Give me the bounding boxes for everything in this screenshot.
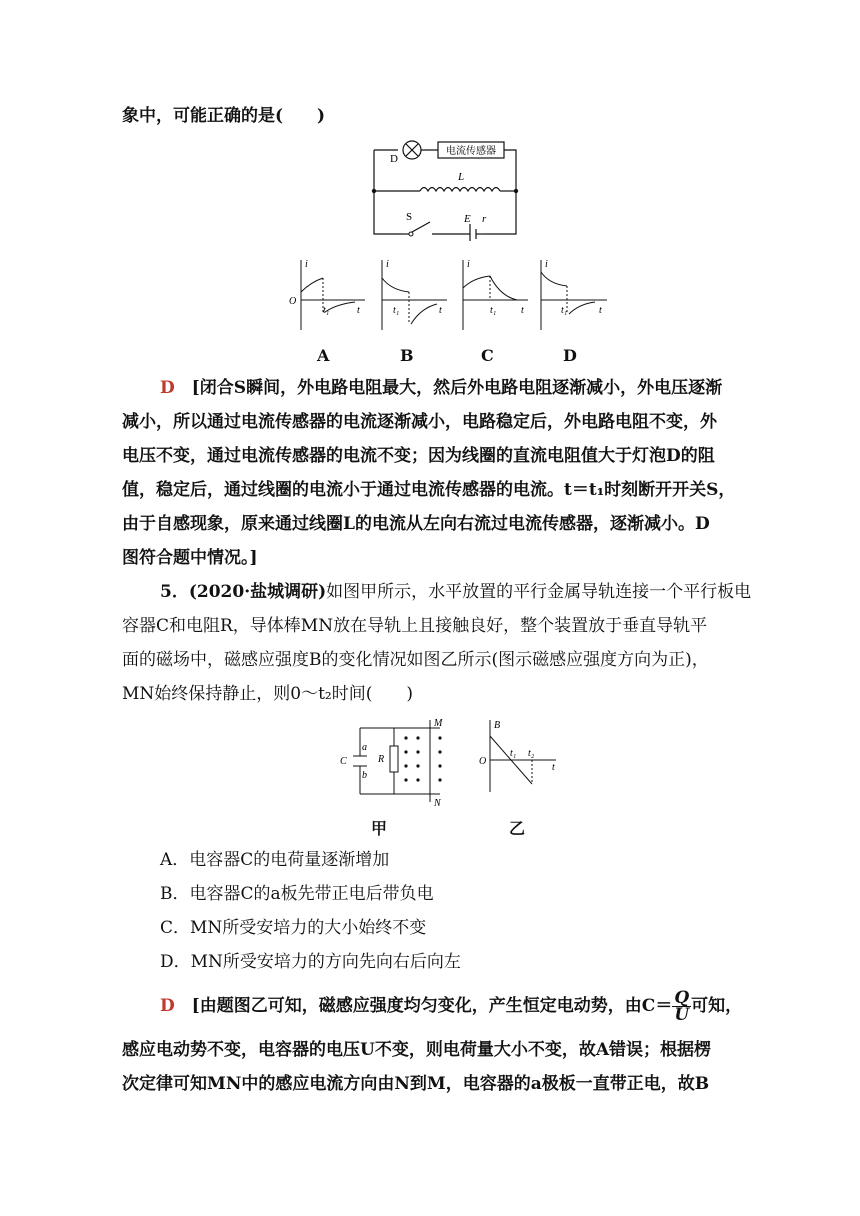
yi-b-axis: B <box>494 720 501 731</box>
q4-option-graphs <box>285 258 615 334</box>
capacitor-label: C <box>340 756 347 767</box>
yi-t2: t₂ <box>528 748 535 759</box>
sensor-label: 电流传感器 <box>446 146 496 157</box>
graph-d-i: i <box>545 259 548 270</box>
option-label-a: A <box>317 346 330 365</box>
q4-explain-line-4: 值，稳定后，通过线圈的电流小于通过电流传感器的电流。t＝t₁时刻断开开关S， <box>122 480 736 500</box>
q4-explain-line-5: 由于自感现象，原来通过线圈L的电流从左向右流过电流传感器，逐渐减小。D <box>122 514 710 534</box>
inductor-label: L <box>458 171 465 183</box>
emf-label: E <box>464 213 471 225</box>
q-over-u-fraction: $\frac{Q}{U}$ <box>674 988 690 1025</box>
q5-option-c: C．MN所受安培力的大小始终不变 <box>160 918 427 938</box>
option-label-d: D <box>563 346 577 365</box>
q4-explain-line-6: 图符合题中情况。] <box>122 548 258 568</box>
q4-explain-line-3: 电压不变，通过电流传感器的电流不变；因为线圈的直流电阻值大于灯泡D的阻 <box>122 446 715 466</box>
graph-a-t: t <box>357 305 360 316</box>
graph-c-t1: t₁ <box>490 305 497 316</box>
graph-b-t1: t₁ <box>393 305 400 316</box>
q5-explain-line-3: 次定律可知MN中的感应电流方向由N到M，电容器的a极板一直带正电，故B <box>122 1074 710 1094</box>
q5-stem-line-3: 面的磁场中，磁感应强度B的变化情况如图乙所示(图示磁感应强度方向为正)， <box>122 650 709 670</box>
rod-n-label: N <box>434 798 441 808</box>
q5-stem-line-2: 容器C和电阻R，导体棒MN放在导轨上且接触良好，整个装置放于垂直导轨平 <box>122 616 708 636</box>
yi-t1: t₁ <box>510 748 517 759</box>
q5-figure-yi <box>476 716 566 796</box>
graph-a-i: i <box>305 259 308 270</box>
q4-answer: D <box>160 378 175 398</box>
q5-stem-line-1: 5．(2020·盐城调研)如图甲所示，水平放置的平行金属导轨连接一个平行板电 <box>160 582 752 602</box>
graph-d-t: t <box>599 305 602 316</box>
lamp-label: D <box>390 153 398 165</box>
q4-stem-tail: 象中，可能正确的是( ) <box>122 106 326 126</box>
graph-a-t1: t₁ <box>323 305 330 316</box>
rod-m-label: M <box>434 718 443 729</box>
yi-origin: O <box>479 756 487 767</box>
graph-b-t: t <box>439 305 442 316</box>
plate-a-label: a <box>362 742 367 753</box>
q5-explain-line-1: D [由题图乙可知，磁感应强度均匀变化，产生恒定电动势，由C＝ $\frac{Q}{U}$ 可知， <box>160 988 743 1025</box>
graph-c-t: t <box>521 305 524 316</box>
q5-option-a: A．电容器C的电荷量逐渐增加 <box>160 850 390 870</box>
resistor-label: R <box>378 754 385 765</box>
graph-a-o: O <box>289 296 297 307</box>
switch-label: S <box>406 211 413 223</box>
q5-option-b: B．电容器C的a板先带正电后带负电 <box>160 884 434 904</box>
yi-t-axis: t <box>552 762 555 773</box>
q4-circuit-diagram <box>360 136 530 241</box>
graph-b-i: i <box>386 259 389 270</box>
caption-yi: 乙 <box>509 819 526 838</box>
q5-explain-line-2: 感应电动势不变，电容器的电压U不变，则电荷量大小不变，故A错误；根据楞 <box>122 1040 712 1060</box>
q4-explain-line-1: D [闭合S瞬间，外电路电阻最大，然后外电路电阻逐渐减小，外电压逐渐 <box>160 378 723 398</box>
plate-b-label: b <box>362 770 367 781</box>
caption-jia: 甲 <box>371 819 388 838</box>
q5-option-d: D．MN所受安培力的方向先向右后向左 <box>160 952 461 972</box>
option-label-c: C <box>481 346 494 365</box>
graph-d-t1: t₁ <box>561 305 568 316</box>
resistance-label: r <box>482 213 487 225</box>
option-label-b: B <box>400 346 414 365</box>
q5-answer: D <box>160 996 175 1016</box>
graph-c-i: i <box>467 259 470 270</box>
q4-explain-line-2: 减小，所以通过电流传感器的电流逐渐减小，电路稳定后，外电路电阻不变，外 <box>122 412 717 432</box>
q5-stem-line-4: MN始终保持静止，则0～t₂时间( ) <box>122 684 414 704</box>
q5-figure-jia <box>336 716 456 808</box>
